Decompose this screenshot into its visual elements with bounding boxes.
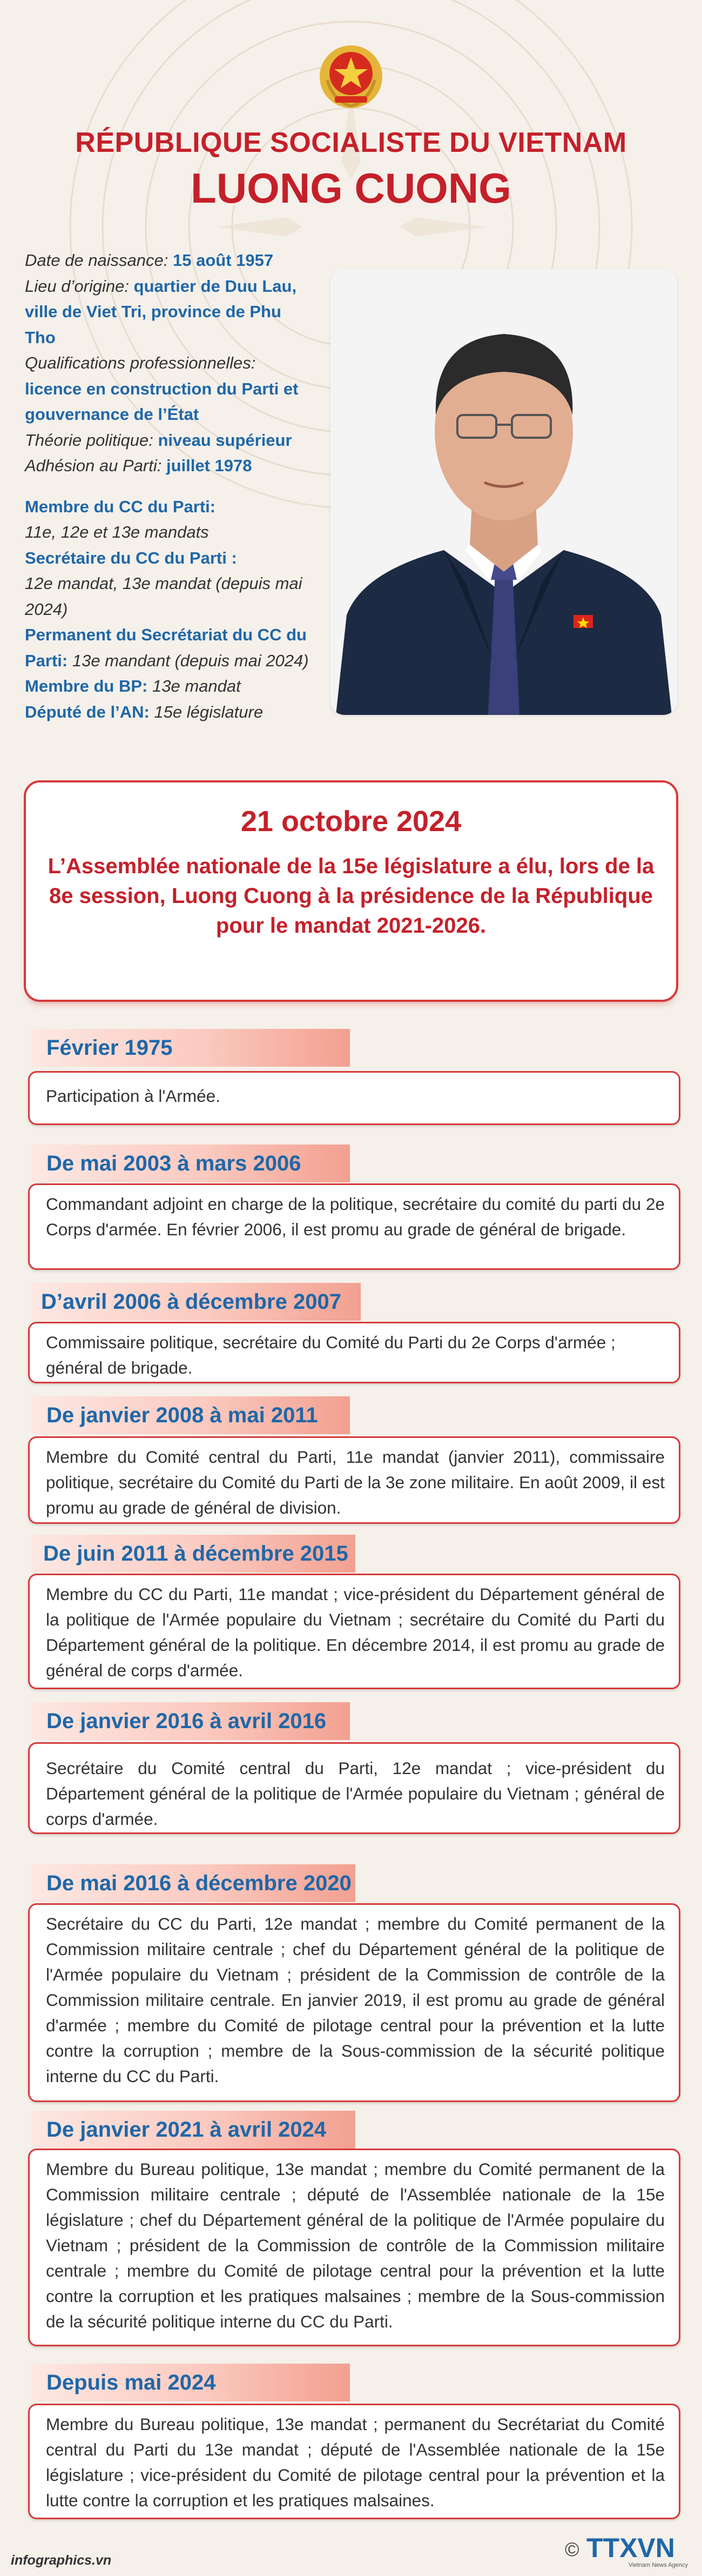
adhesion-value: juillet 1978 <box>166 456 252 475</box>
origin-line2: ville de Viet Tri, province de Phu <box>25 302 281 321</box>
bp-value: 13e mandat <box>152 677 241 695</box>
origin-label: Lieu d’origine: <box>25 276 130 296</box>
cc-value: 11e, 12e et 13e mandats <box>25 523 209 541</box>
permanent-line1: Permanent du Secrétariat du CC du <box>25 625 307 644</box>
highlight-text: L’Assemblée nationale de la 15e législature a élu, lors de la 8e session, Luong Cuong à la présidence de la République pour le mandat 2021-2026. <box>48 854 654 938</box>
portrait-photo <box>330 269 677 715</box>
footer-agency-sub: Vietnam News Agency <box>629 2562 688 2568</box>
bp-label: Membre du BP: <box>25 677 148 695</box>
person-name: LUONG CUONG <box>191 164 511 212</box>
timeline-period-5: De juin 2011 à décembre 2015 <box>31 1535 355 1573</box>
secretary-label: Secrétaire du CC du Parti : <box>25 548 237 567</box>
national-emblem-icon <box>318 42 384 111</box>
ttxvn-logo-icon <box>565 2529 691 2569</box>
timeline-period-3: D’avril 2006 à décembre 2007 <box>31 1283 361 1321</box>
timeline-period-2: De mai 2003 à mars 2006 <box>31 1145 350 1182</box>
an-label: Député de l’AN: <box>25 702 150 721</box>
birth-label: Date de naissance: <box>25 251 168 270</box>
country-title: RÉPUBLIQUE SOCIALISTE DU VIETNAM <box>75 127 627 158</box>
secretary-line1: 12e mandat, 13e mandat (depuis mai <box>25 574 302 593</box>
theory-label: Théorie politique: <box>25 430 153 450</box>
highlight-date: 21 octobre 2024 <box>240 805 462 838</box>
qualifications-line1: licence en construction du Parti et <box>25 379 299 398</box>
timeline-text-9: Membre du Bureau politique, 13e mandat ; permanent du Secrétariat du Comité central du Parti du 13e mandat ; député de l'Assemblée nationale de la 15e législature ; vice-président du Comité de pilotage central pour la prévention et la lutte contre la corruption et les pratiques malsaines. <box>28 2404 680 2519</box>
timeline-text-4: Membre du Comité central du Parti, 11e mandat (janvier 2011), commissaire politique, secrétaire du Comité du Parti de la 3e zone militaire. En août 2009, il est promu au grade de général de division. <box>28 1436 680 1524</box>
timeline-period-4: De janvier 2008 à mai 2011 <box>31 1396 350 1434</box>
timeline-text-2: Commandant adjoint en charge de la politique, secrétaire du comité du parti du 2e Corps d'armée. En février 2006, il est promu au grade de général de brigade. <box>28 1183 680 1270</box>
timeline-text-8: Membre du Bureau politique, 13e mandat ; membre du Comité permanent de la Commission militaire centrale ; député de l'Assemblée nationale de la 15e législature ; chef du Département général de la politique de l'Armée populaire du Vietnam ; président de la Commission de contrôle de la Commission militaire centrale ; membre du Comité de pilotage central pour la prévention et la lutte contre la corruption et les pratiques malsaines ; membre de la Sous-commission de la sécurité politique interne du CC du Parti. <box>28 2149 680 2346</box>
qualifications-label: Qualifications professionnelles: <box>25 353 256 372</box>
timeline-period-7: De mai 2016 à décembre 2020 <box>31 1864 355 1902</box>
origin-line1: quartier de Duu Lau, <box>133 276 297 296</box>
birth-value: 15 août 1957 <box>173 251 274 270</box>
footer-agency: TTXVN <box>586 2533 675 2563</box>
origin-line3: Tho <box>25 327 56 347</box>
election-highlight-box <box>24 780 678 1002</box>
timeline-text-6: Secrétaire du Comité central du Parti, 12e mandat ; vice-président du Département général de la politique de l'Armée populaire du Vietnam ; général de corps d'armée. <box>28 1742 680 1834</box>
an-value: 15e législature <box>154 702 264 721</box>
permanent-line2-value: 13e mandant (depuis mai 2024) <box>72 651 309 670</box>
portrait-illustration-icon <box>330 269 677 715</box>
timeline-period-9: Depuis mai 2024 <box>31 2364 350 2401</box>
timeline-period-6: De janvier 2016 à avril 2016 <box>31 1702 350 1740</box>
adhesion-label: Adhésion au Parti: <box>25 456 162 475</box>
timeline-text-5: Membre du CC du Parti, 11e mandat ; vice-président du Département général de la politique de l'Armée populaire du Vietnam ; secrétaire du Comité du Parti du Département général de la politique. En décembre 2014, il est promu au grade de général de corps d'armée. <box>28 1574 680 1689</box>
cc-label: Membre du CC du Parti: <box>25 497 216 516</box>
timeline-period-8: De janvier 2021 à avril 2024 <box>31 2111 355 2149</box>
timeline-text-3: Commissaire politique, secrétaire du Comité du Parti du 2e Corps d'armée ; général de brigade. <box>28 1322 680 1383</box>
timeline-text-1: Participation à l'Armée. <box>28 1071 680 1125</box>
theory-value: niveau supérieur <box>158 430 292 450</box>
footer-copyright: © <box>565 2538 579 2560</box>
bio-section <box>25 247 333 725</box>
timeline-text-7: Secrétaire du CC du Parti, 12e mandat ; membre du Comité permanent de la Commission militaire centrale ; chef du Département général de la politique de l'Armée populaire du Vietnam ; président de la Commission de contrôle de la Commission militaire centrale. En janvier 2019, il est promu au grade de général d'armée ; membre du Comité de pilotage central pour la prévention et la lutte contre la corruption ; membre de la Sous-commission de la sécurité politique interne du CC du Parti. <box>28 1903 680 2102</box>
secretary-line2: 2024) <box>25 599 68 619</box>
timeline-period-1: Février 1975 <box>31 1029 350 1067</box>
qualifications-line2: gouvernance de l’État <box>25 405 199 424</box>
footer-site: infographics.vn <box>11 2553 112 2568</box>
permanent-line2-label: Parti: <box>25 651 68 670</box>
page-header <box>0 125 702 213</box>
